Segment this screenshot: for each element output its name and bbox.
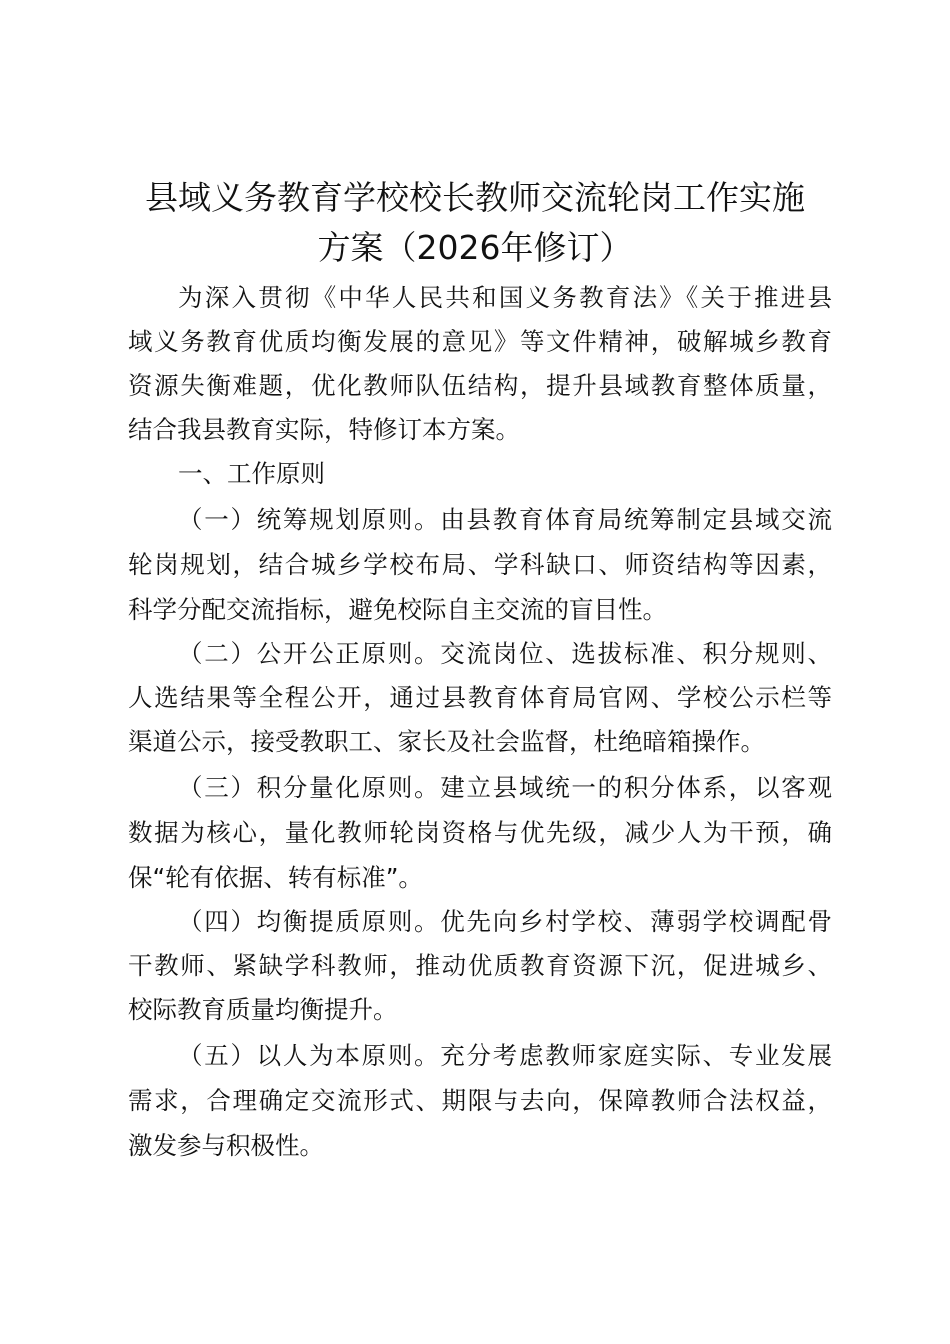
paragraph-line: 域义务教育优质均衡发展的意见》等文件精神，破解城乡教育 (128, 327, 832, 356)
document-title-line-1: 县域义务教育学校校长教师交流轮岗工作实施 (145, 178, 805, 217)
paragraph-line: 结合我县教育实际，特修订本方案。 (128, 415, 520, 444)
paragraph-line: 需求，合理确定交流形式、期限与去向，保障教师合法权益， (128, 1086, 832, 1115)
paragraph-line: 激发参与积极性。 (128, 1131, 324, 1160)
paragraph-line: 校际教育质量均衡提升。 (128, 995, 398, 1024)
paragraph-line: 渠道公示，接受教职工、家长及社会监督，杜绝暗箱操作。 (128, 727, 765, 756)
paragraph-line: （四）均衡提质原则。优先向乡村学校、薄弱学校调配骨 (178, 907, 832, 936)
document-title-line-2: 方案（2026年修订） (317, 228, 633, 267)
paragraph-line: 数据为核心，量化教师轮岗资格与优先级，减少人为干预，确 (128, 818, 832, 847)
paragraph-line: 保“轮有依据、转有标准”。 (128, 863, 423, 892)
paragraph-line: 为深入贯彻《中华人民共和国义务教育法》《关于推进县 (178, 283, 832, 312)
section-heading: 一、工作原则 (178, 459, 325, 488)
paragraph-line: 轮岗规划，结合城乡学校布局、学科缺口、师资结构等因素， (128, 550, 832, 579)
paragraph-line: （三）积分量化原则。建立县域统一的积分体系，以客观 (178, 773, 832, 802)
paragraph-line: （二）公开公正原则。交流岗位、选拔标准、积分规则、 (178, 639, 832, 668)
paragraph-line: 人选结果等全程公开，通过县教育体育局官网、学校公示栏等 (128, 683, 832, 712)
paragraph-line: 资源失衡难题，优化教师队伍结构，提升县域教育整体质量， (128, 371, 832, 400)
paragraph-line: （五）以人为本原则。充分考虑教师家庭实际、专业发展 (178, 1041, 832, 1070)
paragraph-line: 干教师、紧缺学科教师，推动优质教育资源下沉，促进城乡、 (128, 951, 832, 980)
paragraph-line: 科学分配交流指标，避免校际自主交流的盲目性。 (128, 595, 667, 624)
paragraph-line: （一）统筹规划原则。由县教育体育局统筹制定县域交流 (178, 505, 832, 534)
